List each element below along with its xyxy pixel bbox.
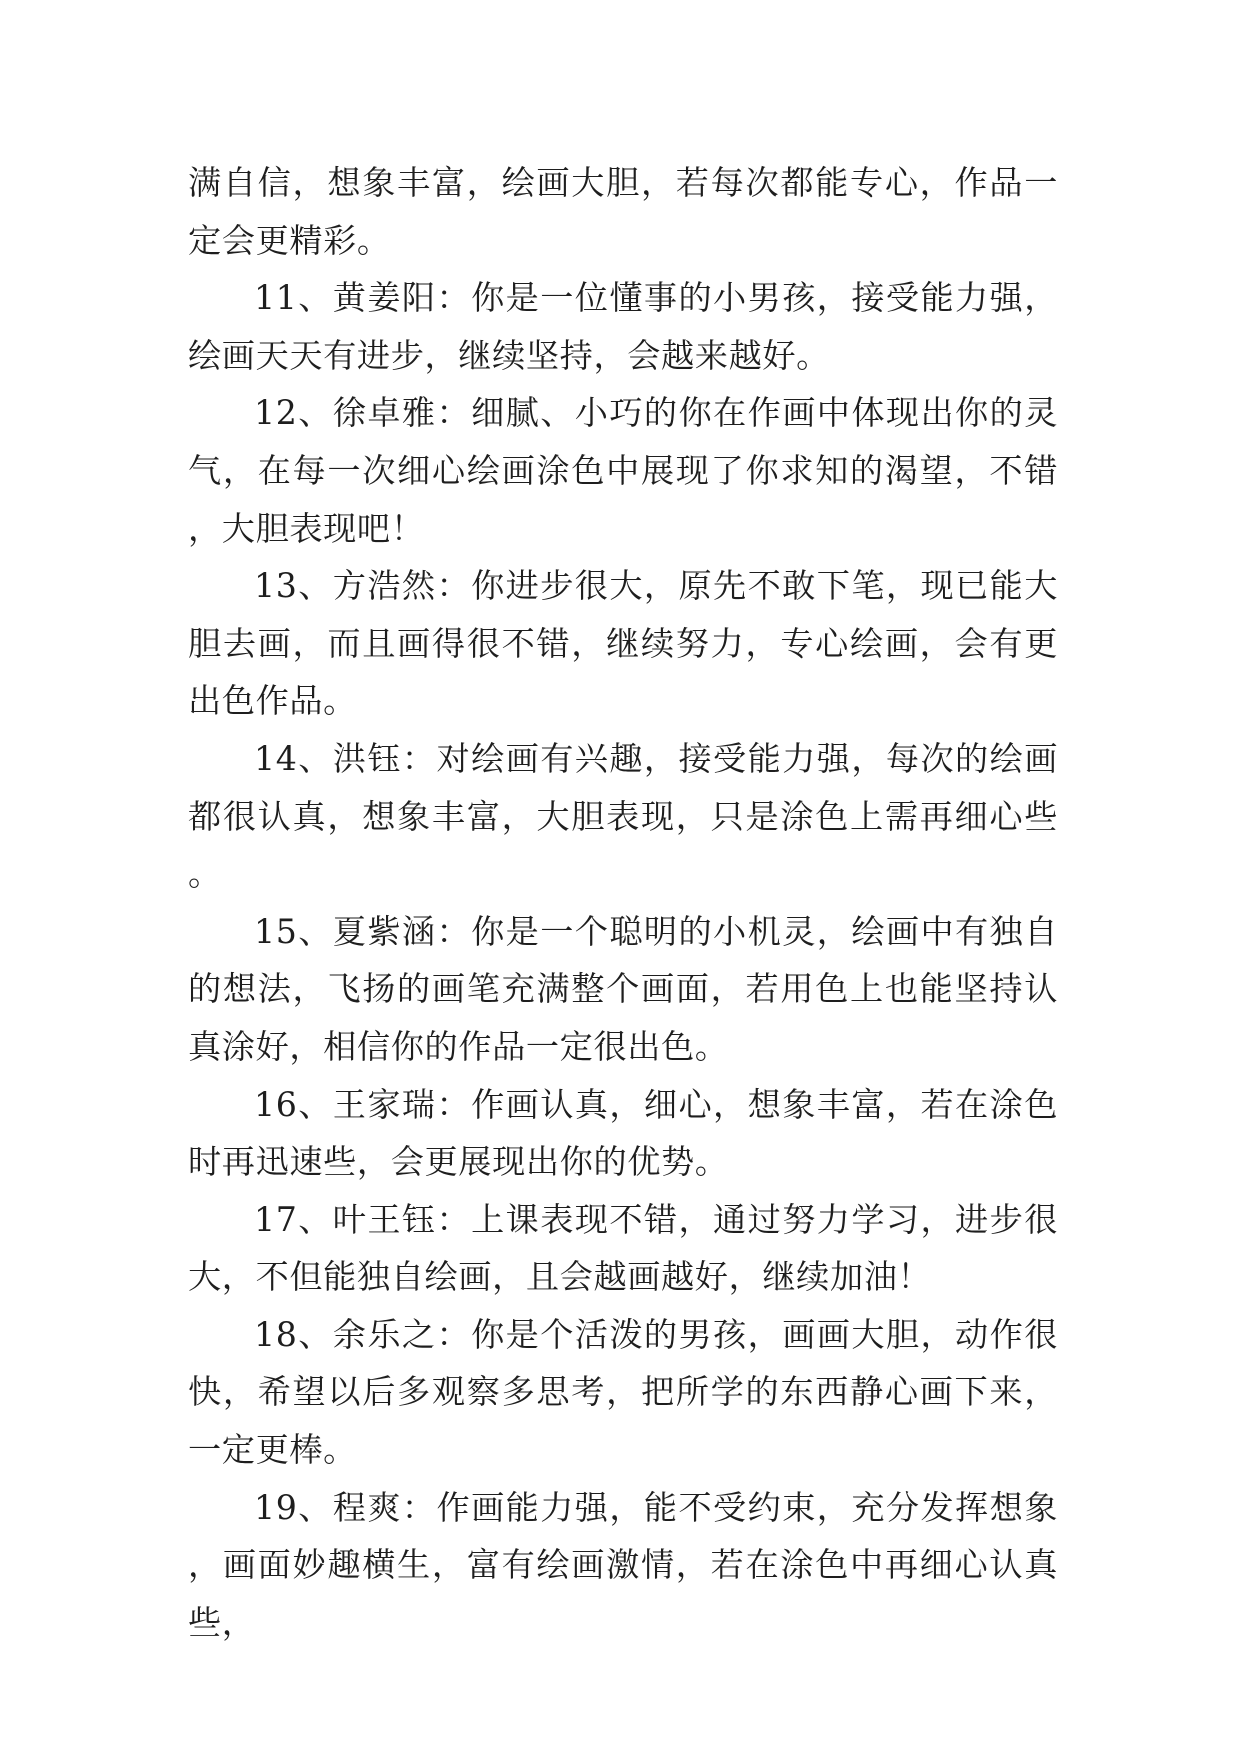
paragraph-continued: 满自信，想象丰富，绘画大胆，若每次都能专心，作品一定会更精彩。 [188,163,1058,260]
paragraph-comment-13: 13、方浩然：你进步很大，原先不敢下笔，现已能大胆去画，而且画得很不错，继续努力，专心绘画，会有更出色作品。 [188,566,1058,721]
paragraph-comment-14: 14、洪钰：对绘画有兴趣，接受能力强，每次的绘画都很认真，想象丰富，大胆表现，只是涂色上需再细心些。 [188,738,1058,894]
paragraph-comment-19: 19、程爽：作画能力强，能不受约束，充分发挥想象，画面妙趣横生，富有绘画激情，若在涂色中再细心认真些， [188,1487,1058,1642]
paragraph-comment-15: 15、夏紫涵：你是一个聪明的小机灵，绘画中有独自的想法，飞扬的画笔充满整个画面，若用色上也能坚持认真涂好，相信你的作品一定很出色。 [188,911,1058,1066]
paragraph-comment-18: 18、余乐之：你是个活泼的男孩，画画大胆，动作很快，希望以后多观察多思考，把所学的东西静心画下来，一定更棒。 [188,1314,1058,1470]
paragraph-comment-17: 17、叶王钰：上课表现不错，通过努力学习，进步很大，不但能独自绘画，且会越画越好，继续加油！ [188,1199,1058,1297]
paragraph-comment-12: 12、徐卓雅：细腻、小巧的你在作画中体现出你的灵气，在每一次细心绘画涂色中展现了你求知的渴望，不错，大胆表现吧！ [188,393,1058,548]
document-body [188,154,1058,1651]
paragraph-comment-16: 16、王家瑞：作画认真，细心，想象丰富，若在涂色时再迅速些，会更展现出你的优势。 [188,1084,1058,1182]
paragraph-comment-11: 11、黄姜阳：你是一位懂事的小男孩，接受能力强，绘画天天有进步，继续坚持，会越来越好。 [188,278,1058,375]
